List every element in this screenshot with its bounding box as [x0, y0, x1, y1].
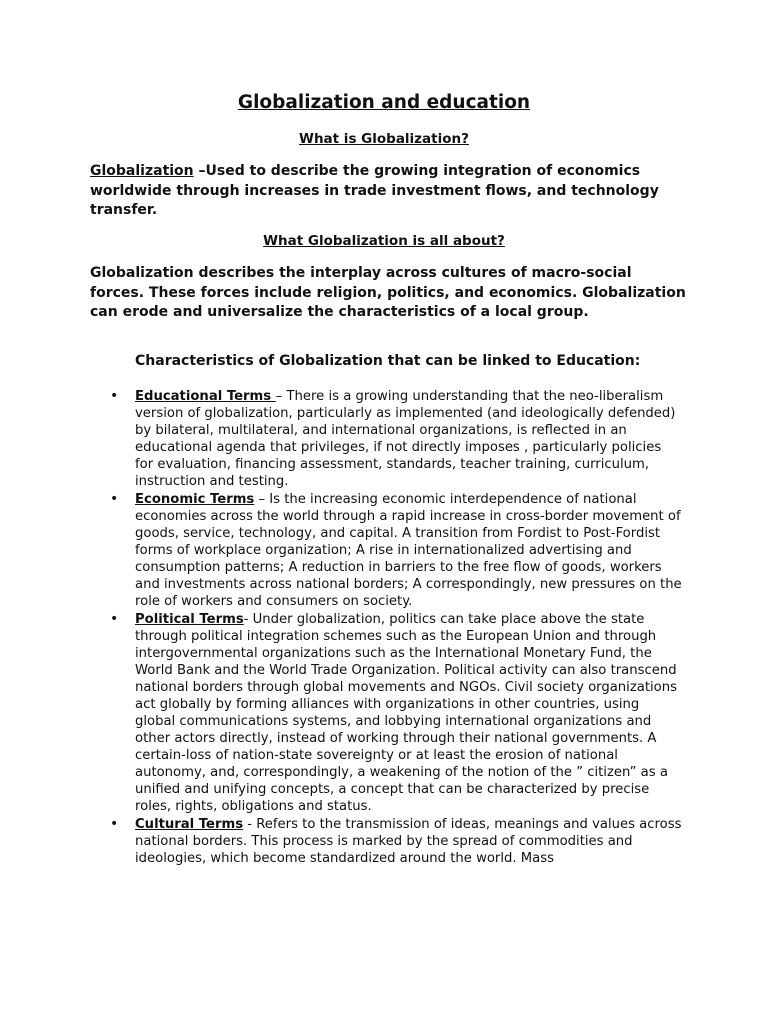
item-text: – Is the increasing economic interdependence of national economies across the world through a rapid increase in cross-border movement of goods, service, technology, and capital. A transition from Fordist to Post-Fordist forms of workplace organization; A rise in internationalized advertising and consumption patterns; A reduction in barriers to the free flow of goods, workers and investments across national borders; A correspondingly, new pressures on the role of workers and consumers on society.: [135, 492, 682, 609]
list-item-political: [108, 611, 683, 815]
item-term: Cultural Terms: [135, 817, 244, 832]
list-item-educational: [108, 388, 683, 490]
document-title: Globalization and education: [237, 92, 531, 113]
bullet-icon: •: [110, 611, 119, 627]
definition-paragraph: [90, 162, 690, 221]
item-term: Educational Terms: [135, 389, 276, 404]
item-term: Economic Terms: [135, 492, 255, 507]
list-item-economic: [108, 491, 683, 610]
item-text: - Refers to the transmission of ideas, meanings and values across national borders. This process is marked by the spread of commodities and ideologies, which become standardized around the world. Mass: [135, 817, 682, 866]
item-text: - Under globalization, politics can take place above the state through political integration schemes such as the European Union and through intergovernmental organizations such as the International Monetary Fund, the World Bank and the World Trade Organization. Political activity can also transcend national borders through global movements and NGOs. Civil society organizations act globally by forming alliances with organizations in other countries, using global communications systems, and lobbying international organizations and other actors directly, instead of working through their national governments. A certain-loss of nation-state sovereignty or at least the erosion of national autonomy, and, correspondingly, a weakening of the notion of the ” citizen” as a unified and unifying concepts, a concept that can be characterized by precise roles, rights, obligations and status.: [135, 612, 677, 814]
subheading-all-about: What Globalization is all about?: [263, 233, 505, 249]
about-paragraph: Globalization describes the interplay across cultures of macro-social forces. These forces include religion, politics, and economics. Globalization can erode and universalize the characteristics of a local group.: [90, 265, 686, 320]
characteristics-heading: Characteristics of Globalization that can be linked to Education:: [135, 353, 641, 369]
subheading-what-is: What is Globalization?: [299, 131, 469, 147]
definition-text: –Used to describe the growing integration of economics worldwide through increases in trade investment flows, and technology transfer.: [90, 163, 659, 218]
bullet-icon: •: [110, 816, 119, 832]
list-item-cultural: [108, 816, 683, 867]
bullet-icon: •: [110, 388, 119, 404]
definition-term: Globalization: [90, 163, 194, 179]
item-text: – There is a growing understanding that the neo-liberalism version of globalization, particularly as implemented (and ideologically defended) by bilateral, multilateral, and international organizations, is reflected in an educational agenda that privileges, if not directly imposes , particularly policies for evaluation, financing assessment, standards, teacher training, curriculum, instruction and testing.: [135, 389, 676, 489]
item-term: Political Terms: [135, 612, 244, 627]
bullet-icon: •: [110, 491, 119, 507]
characteristics-list: [108, 388, 683, 868]
